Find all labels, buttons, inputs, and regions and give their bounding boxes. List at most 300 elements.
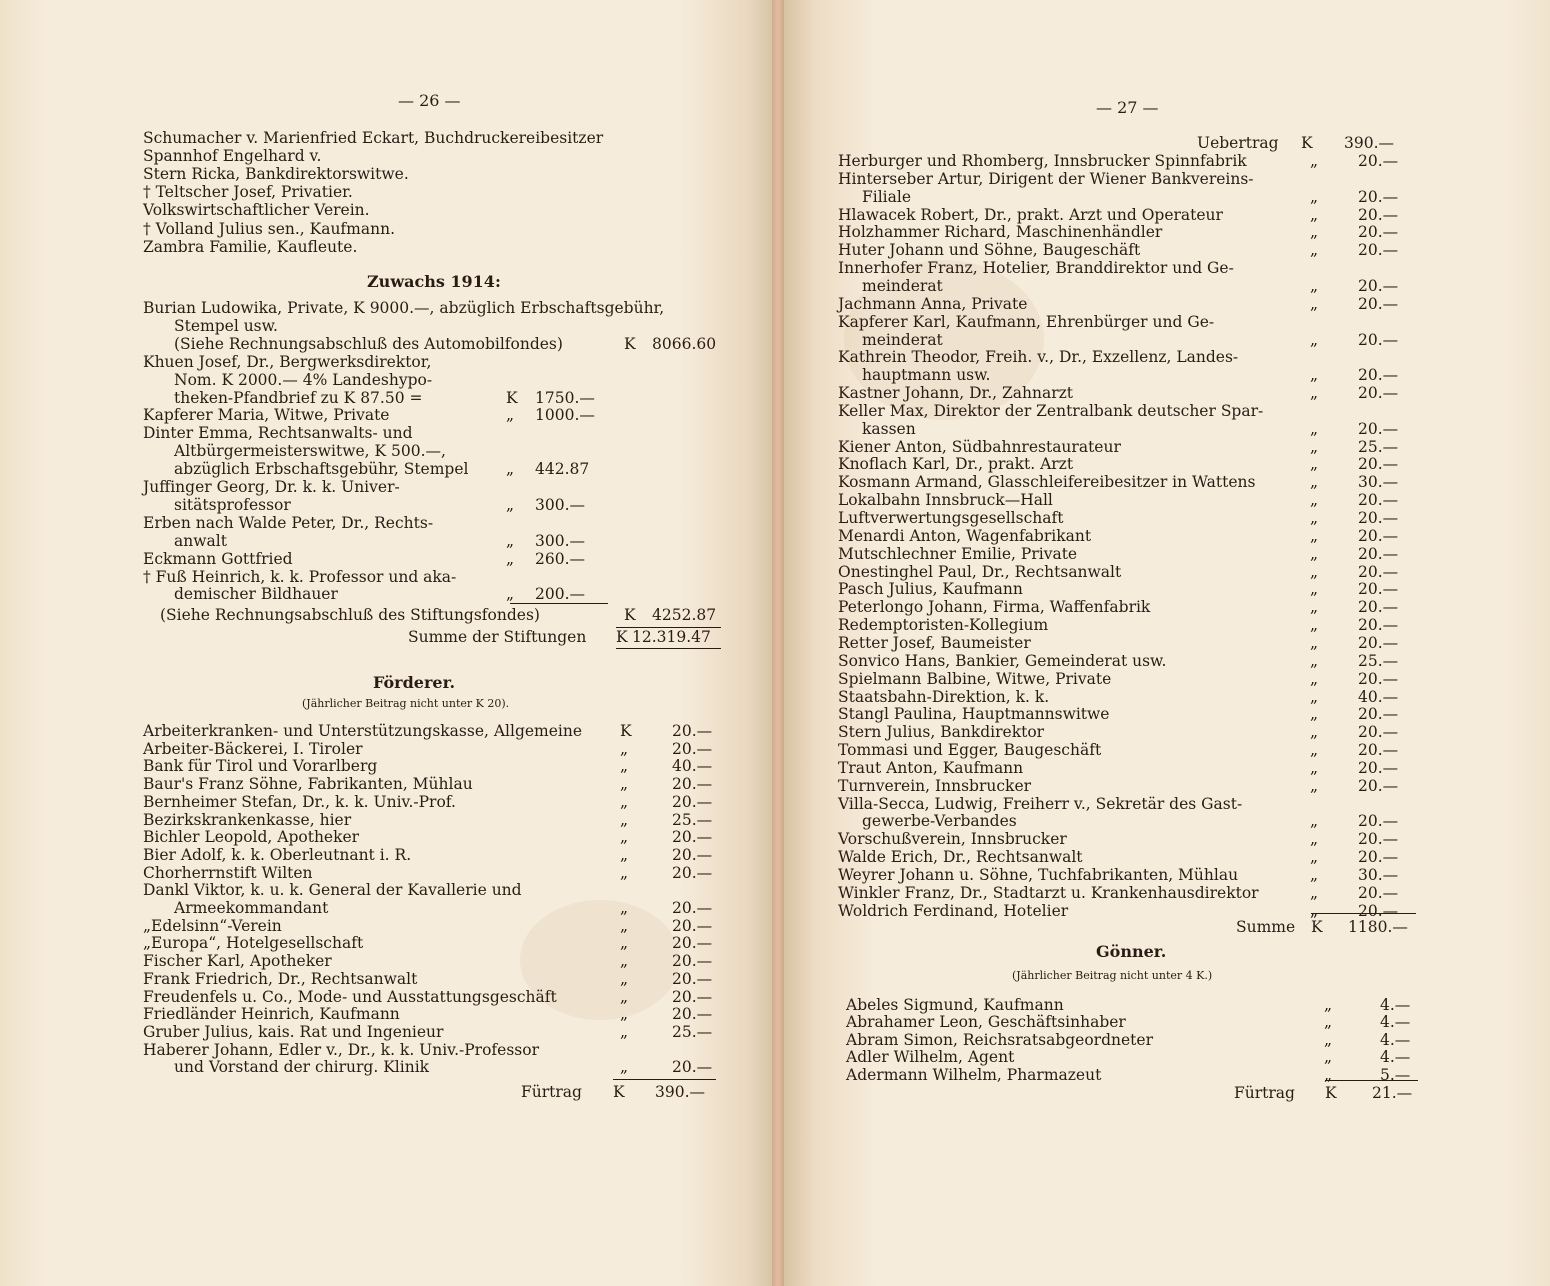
stiftungen-sum-row [0,628,772,646]
contributor-row [784,527,1550,545]
contributor-row [784,277,1550,295]
row-text: (Siehe Rechnungsabschluß des Stiftungsfondes) [160,606,540,624]
row-amount: 20.— [672,739,713,758]
row-text: Bier Adolf, k. k. Oberleutnant i. R. [143,845,412,864]
row-amount: 25.— [672,810,713,829]
ditto-mark: „ [1324,1048,1333,1067]
contributor-row [0,899,772,917]
row-text: Kapferer Maria, Witwe, Private [143,406,390,425]
patron-row [784,996,1550,1014]
row-text: meinderat [862,330,943,349]
ditto-mark: „ [506,531,515,550]
ditto-mark: „ [620,845,629,864]
contributor-row [784,384,1550,402]
contributor-row [784,455,1550,473]
row-text: Kastner Johann, Dr., Zahnarzt [838,384,1074,403]
row-amount: 300.— [535,531,586,550]
row-text: Arbeiter-Bäckerei, I. Tiroler [143,739,363,758]
contributor-row [784,598,1550,616]
row-text: Menardi Anton, Wagenfabrikant [838,526,1092,545]
sum-amount: 12.319.47 [632,628,711,646]
ditto-mark: „ [1310,705,1319,724]
row-amount: 40.— [1358,687,1399,706]
contributor-row [784,902,1550,920]
contributor-row [0,1058,772,1076]
contributor-row [0,740,772,758]
uebertrag-label: Uebertrag [1197,134,1279,152]
section-heading-goenner: Gönner. [1096,942,1167,961]
contributor-row [784,473,1550,491]
contributor-row [0,811,772,829]
row-amount: 20.— [672,952,713,971]
patron-row [784,1031,1550,1049]
row-text: Onestinghel Paul, Dr., Rechtsanwalt [838,562,1122,581]
contributor-row [784,580,1550,598]
row-amount: 25.— [672,1022,713,1041]
row-text: Khuen Josef, Dr., Bergwerksdirektor, [143,352,432,371]
ditto-mark: „ [1310,848,1319,867]
row-text: Friedländer Heinrich, Kaufmann [143,1005,400,1024]
row-text: Stern Ricka, Bankdirektorswitwe. [143,165,409,184]
row-text: Lokalbahn Innsbruck—Hall [838,491,1053,510]
row-text: Burian Ludowika, Private, K 9000.—, abzüglich Erbschaftsgebühr, [143,299,665,317]
row-amount: 20.— [672,722,713,740]
ditto-mark: „ [1310,598,1319,617]
patron-row [784,1048,1550,1066]
contributor-row [0,952,772,970]
row-text: Jachmann Anna, Private [838,294,1028,313]
row-amount: 20.— [1358,669,1399,688]
right-page [784,0,1550,1286]
contributor-row [784,259,1550,277]
row-text: Winkler Franz, Dr., Stadtarzt u. Krankenhausdirektor [838,883,1259,902]
contributor-row [784,616,1550,634]
ditto-mark: „ [1310,473,1319,492]
row-amount: 20.— [672,828,713,847]
ditto-mark: „ [620,969,629,988]
row-text: † Teltscher Josef, Privatier. [143,183,353,202]
row-amount: 20.— [1358,616,1399,635]
contributor-row [0,828,772,846]
row-amount: 1750.— [535,388,595,407]
row-amount: 4.— [1380,996,1411,1014]
row-text: Altbürgermeisterswitwe, K 500.—, [174,442,446,461]
row-amount: 25.— [1358,651,1399,670]
contributor-row [784,223,1550,241]
contributor-row [784,331,1550,349]
carry-forward-row [784,1084,1550,1102]
row-text: Hinterseber Artur, Dirigent der Wiener Bankvereins- [838,169,1254,188]
page-number: — 27 — [1096,98,1159,117]
summe-row [784,918,1550,936]
ditto-mark: K [506,388,518,407]
row-text: † Fuß Heinrich, k. k. Professor und aka- [143,567,457,586]
row-amount: 4.— [1380,1048,1411,1067]
row-text: Weyrer Johann u. Söhne, Tuchfabrikanten, Mühlau [838,866,1239,884]
row-amount: 25.— [1358,437,1399,456]
contributor-row [784,366,1550,384]
row-amount: 20.— [1358,152,1399,170]
row-text: Eckmann Gottfried [143,549,293,568]
ditto-mark: „ [620,1022,629,1041]
row-amount: 20.— [1358,633,1399,652]
row-amount: 4.— [1380,1030,1411,1049]
row-text: Turnverein, Innsbrucker [838,776,1032,795]
donation-row [0,406,772,424]
contributor-row [784,670,1550,688]
donation-row [0,299,772,317]
row-text: Gruber Julius, kais. Rat und Ingenieur [143,1022,444,1041]
ditto-mark: „ [620,863,629,882]
row-text: Armeekommandant [174,899,329,917]
ditto-mark: „ [1310,651,1319,670]
row-amount: 20.— [672,775,713,794]
row-text: Arbeiterkranken- und Unterstützungskasse, Allgemeine [143,722,583,740]
ditto-mark: „ [1310,491,1319,510]
row-amount: 20.— [1358,241,1399,260]
row-amount: 20.— [1358,491,1399,510]
row-amount: 20.— [672,1005,713,1024]
row-amount: 4.— [1380,1013,1411,1032]
row-text: Mutschlechner Emilie, Private [838,544,1078,563]
contributor-row [0,793,772,811]
ditto-mark: „ [620,810,629,829]
row-text: Kiener Anton, Südbahnrestaurateur [838,437,1121,456]
row-text: abzüglich Erbschaftsgebühr, Stempel [174,460,469,479]
row-amount: 20.— [1358,723,1399,742]
row-text: und Vorstand der chirurg. Klinik [174,1058,430,1077]
contributor-row [0,846,772,864]
ditto-mark: „ [620,1058,629,1077]
row-text: Haberer Johann, Edler v., Dr., k. k. Univ.-Professor [143,1040,539,1059]
row-text: Zambra Familie, Kaufleute. [143,237,358,256]
ditto-mark: „ [1310,633,1319,652]
ditto-mark: „ [620,792,629,811]
row-text: Bernheimer Stefan, Dr., k. k. Univ.-Prof. [143,792,456,811]
row-text: Keller Max, Direktor der Zentralbank deutscher Spar- [838,401,1264,420]
row-text: Luftverwertungsgesellschaft [838,509,1064,527]
donation-row [0,496,772,514]
ditto-mark: K [620,722,632,740]
row-amount: 20.— [1358,330,1399,349]
ditto-mark: „ [620,775,629,794]
ditto-mark: „ [1310,812,1319,831]
row-text: Pasch Julius, Kaufmann [838,580,1023,599]
row-amount: 40.— [672,757,713,776]
donation-row [0,371,772,389]
contributor-row [784,795,1550,813]
contributor-row [784,563,1550,581]
patron-row [784,1066,1550,1084]
row-text: Redemptoristen-Kollegium [838,616,1049,635]
currency-mark: K [624,334,636,353]
row-text: Adermann Wilhelm, Pharmazeut [846,1065,1102,1084]
contributor-row [784,152,1550,170]
contributor-row [0,757,772,775]
ditto-mark: „ [1310,723,1319,742]
row-text: Staatsbahn-Direktion, k. k. [838,687,1050,706]
ditto-mark: „ [1310,437,1319,456]
currency-mark: K [613,1083,625,1101]
row-amount: 300.— [535,495,586,514]
ditto-mark: „ [1310,187,1319,206]
row-amount: 20.— [1358,580,1399,599]
ditto-mark: „ [1310,152,1319,170]
row-amount: 20.— [1358,598,1399,617]
row-text: theken-Pfandbrief zu K 87.50 = [174,388,423,407]
ditto-mark: „ [1310,294,1319,313]
donation-row [0,460,772,478]
currency-mark: K [1325,1084,1337,1102]
donation-row [0,353,772,371]
ditto-mark: „ [620,899,629,917]
row-amount: 30.— [1358,473,1399,492]
ditto-mark: „ [1310,580,1319,599]
row-text: hauptmann usw. [862,366,991,385]
contributor-row [784,206,1550,224]
ditto-mark: „ [1310,544,1319,563]
donation-row [0,442,772,460]
row-text: Bank für Tirol und Vorarlberg [143,757,378,776]
ditto-mark: „ [1310,241,1319,260]
ditto-mark: „ [1310,526,1319,545]
ditto-mark: „ [1324,1030,1333,1049]
row-text: Herburger und Rhomberg, Innsbrucker Spinnfabrik [838,152,1247,170]
member-row [0,129,772,147]
row-amount: 20.— [672,845,713,864]
left-page [0,0,772,1286]
ditto-mark: „ [506,585,515,604]
row-amount: 200.— [535,585,586,604]
row-text: Walde Erich, Dr., Rechtsanwalt [838,848,1083,867]
row-amount: 20.— [1358,812,1399,831]
row-amount: 20.— [1358,509,1399,527]
row-text: Kathrein Theodor, Freih. v., Dr., Exzellenz, Landes- [838,348,1239,367]
ditto-mark: „ [620,739,629,758]
row-amount: 20.— [1358,848,1399,867]
contributor-row [784,866,1550,884]
total-rule [616,627,721,628]
row-text: Abeles Sigmund, Kaufmann [846,996,1064,1014]
row-amount: 442.87 [535,460,590,479]
donation-row [0,389,772,407]
row-text: „Edelsinn“-Verein [143,916,282,935]
ditto-mark: „ [1324,1013,1333,1032]
ditto-mark: „ [1324,1065,1333,1084]
row-text: Kosmann Armand, Glasschleifereibesitzer in Wattens [838,473,1256,492]
contributor-row [784,420,1550,438]
row-amount: 20.— [1358,883,1399,902]
row-text: Knoflach Karl, Dr., prakt. Arzt [838,455,1074,474]
row-text: Fischer Karl, Apotheker [143,952,332,971]
ditto-mark: „ [620,934,629,953]
contributor-row [784,402,1550,420]
contributor-row [784,188,1550,206]
row-amount: 20.— [1358,705,1399,724]
ditto-mark: „ [1310,741,1319,760]
subtotal-rule [510,603,608,604]
member-row [0,147,772,165]
row-amount: 20.— [1358,419,1399,438]
section-heading-foerderer: Förderer. [373,673,456,692]
donation-row [0,317,772,335]
currency-mark: K [624,606,636,624]
ditto-mark: „ [1310,687,1319,706]
row-amount: 20.— [672,934,713,953]
row-amount: 20.— [1358,187,1399,206]
summe-label: Summe [1236,918,1296,936]
row-text: Adler Wilhelm, Agent [846,1048,1015,1067]
row-amount: 20.— [1358,455,1399,474]
ditto-mark: „ [1310,205,1319,224]
contributor-row [784,777,1550,795]
row-text: Stangl Paulina, Hauptmannswitwe [838,705,1110,724]
ditto-mark: „ [1310,830,1319,849]
row-text: Chorherrnstift Wilten [143,863,313,882]
contributor-row [0,988,772,1006]
contributor-row [784,509,1550,527]
ditto-mark: „ [1310,901,1319,920]
stiftungsfonds-total-row [0,606,772,624]
contributor-row [784,723,1550,741]
ditto-mark: „ [1310,419,1319,438]
carry-forward-row [0,1083,772,1101]
currency-mark: K [1301,134,1313,152]
row-total: 8066.60 [652,334,717,353]
section-heading-zuwachs: Zuwachs 1914: [367,272,501,291]
row-amount: 20.— [1358,776,1399,795]
row-text: (Siehe Rechnungsabschluß des Automobilfondes) [174,334,563,353]
row-text: Erben nach Walde Peter, Dr., Rechts- [143,513,434,532]
contributor-row [784,884,1550,902]
contributor-row [784,241,1550,259]
ditto-mark: „ [620,1005,629,1024]
member-row [0,220,772,238]
contributor-row [784,438,1550,456]
donation-row [0,550,772,568]
row-amount: 20.— [1358,223,1399,242]
row-text: Spannhof Engelhard v. [143,147,322,166]
ditto-mark: „ [1310,330,1319,349]
donation-row [0,478,772,496]
row-amount: 20.— [672,1058,713,1077]
contributor-row [784,848,1550,866]
row-amount: 20.— [672,863,713,882]
contributor-row [784,812,1550,830]
contributor-row [784,759,1550,777]
donation-row [0,568,772,586]
contributor-row [784,634,1550,652]
contributor-row [0,970,772,988]
contributor-row [784,295,1550,313]
contributor-row [784,830,1550,848]
row-text: Innerhofer Franz, Hotelier, Branddirektor und Ge- [838,259,1234,278]
total-rule [613,1079,716,1080]
contributor-row [784,170,1550,188]
row-amount: 260.— [535,549,586,568]
row-text: Abram Simon, Reichsratsabgeordneter [846,1030,1153,1049]
currency-mark: K [616,628,628,646]
ditto-mark: „ [620,916,629,935]
row-text: Juffinger Georg, Dr. k. k. Univer- [143,478,400,496]
patron-row [784,1013,1550,1031]
donation-row [0,514,772,532]
total-rule [1311,913,1416,914]
member-row [0,238,772,256]
row-amount: 20.— [1358,830,1399,849]
row-text: Stempel usw. [174,316,278,335]
ditto-mark: „ [620,757,629,776]
row-text: Bichler Leopold, Apotheker [143,828,360,847]
carry-amount: 390.— [655,1083,706,1101]
row-text: anwalt [174,531,227,550]
contributor-row [0,1005,772,1023]
row-text: Retter Josef, Baumeister [838,633,1031,652]
ditto-mark: „ [506,460,515,479]
ditto-mark: „ [620,828,629,847]
row-text: Villa-Secca, Ludwig, Freiherr v., Sekretär des Gast- [838,794,1243,813]
row-text: „Europa“, Hotelgesellschaft [143,934,364,953]
member-row [0,201,772,219]
ditto-mark: „ [1310,562,1319,581]
row-amount: 20.— [672,969,713,988]
contributor-row [0,917,772,935]
row-text: Sonvico Hans, Bankier, Gemeinderat usw. [838,651,1167,670]
row-text: kassen [862,419,916,438]
ditto-mark: „ [1310,616,1319,635]
row-amount: 20.— [672,792,713,811]
row-text: demischer Bildhauer [174,585,338,604]
ditto-mark: „ [506,549,515,568]
row-amount: 20.— [672,916,713,935]
row-text: Bezirkskrankenkasse, hier [143,810,352,829]
total-rule [616,648,721,649]
contributor-row [0,722,772,740]
row-text: gewerbe-Verbandes [862,812,1017,831]
ditto-mark: „ [1310,883,1319,902]
row-amount: 20.— [1358,366,1399,385]
ditto-mark: „ [1310,384,1319,403]
contributor-row [0,1023,772,1041]
row-amount: 20.— [1358,741,1399,760]
row-text: Holzhammer Richard, Maschinenhändler [838,223,1163,242]
row-amount: 20.— [1358,901,1399,920]
donation-row [0,532,772,550]
donation-row [0,335,772,353]
page-number: — 26 — [398,91,461,110]
row-amount: 20.— [1358,526,1399,545]
row-text: Nom. K 2000.— 4% Landeshypo- [174,370,433,389]
row-text: † Volland Julius sen., Kaufmann. [143,219,396,238]
row-text: sitätsprofessor [174,495,291,514]
row-text: Vorschußverein, Innsbrucker [838,830,1067,849]
contributor-row [0,775,772,793]
ditto-mark: „ [1310,276,1319,295]
row-text: Filiale [862,187,911,206]
carry-label: Fürtrag [1234,1084,1295,1102]
contributor-row [784,688,1550,706]
row-text: Dinter Emma, Rechtsanwalts- und [143,424,413,443]
row-text: Freudenfels u. Co., Mode- und Ausstattungsgeschäft [143,987,557,1006]
ditto-mark: „ [1310,758,1319,777]
ditto-mark: „ [1310,776,1319,795]
ditto-mark: „ [1310,669,1319,688]
row-amount: 20.— [672,899,713,917]
ditto-mark: „ [1310,455,1319,474]
book-gutter [772,0,784,1286]
contributor-row [0,864,772,882]
contributor-row [0,1041,772,1059]
